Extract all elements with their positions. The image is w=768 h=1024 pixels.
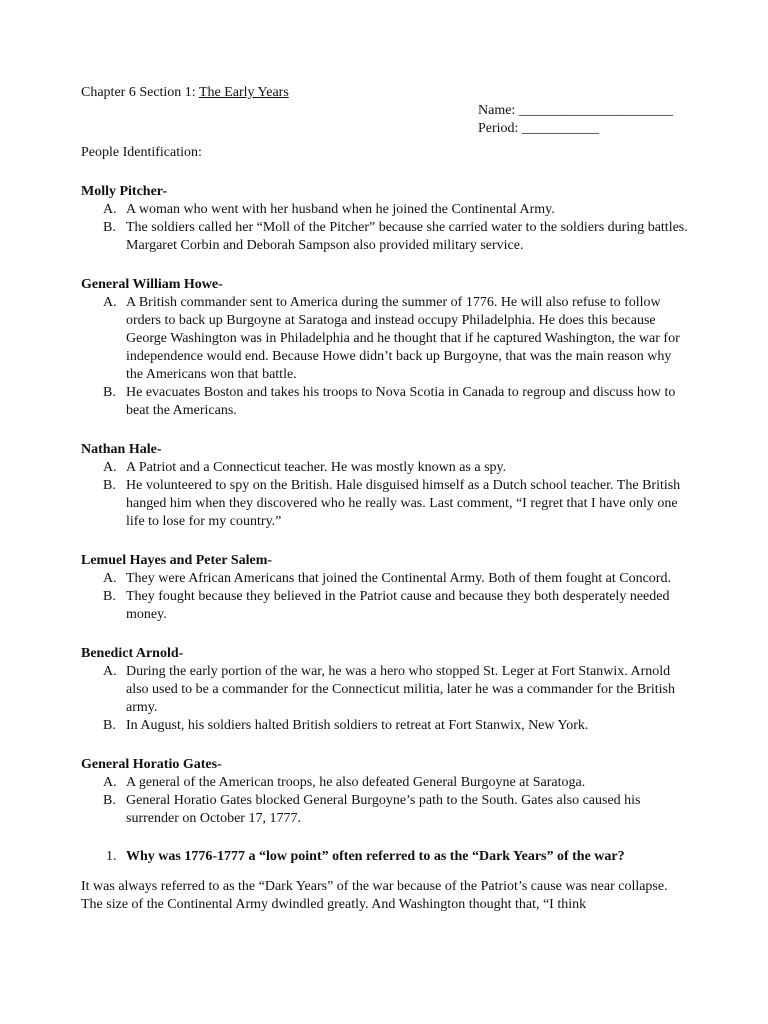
item-text: The soldiers called her “Moll of the Pitcher” because she carried water to the soldiers during battles. Margaret Corbin and Deborah Sampson also provided military service. — [126, 220, 688, 253]
people-identification-label: People Identification: — [81, 145, 202, 160]
item-text: They fought because they believed in the Patriot cause and because they both desperately needed money. — [126, 589, 670, 622]
section-hayes-salem — [81, 552, 691, 624]
item-text: In August, his soldiers halted British soldiers to retreat at Fort Stanwix, New York. — [126, 718, 589, 733]
list-item — [81, 774, 691, 792]
section-heading: General Horatio Gates- — [81, 757, 222, 772]
item-marker: B. — [103, 793, 116, 808]
item-marker: B. — [103, 589, 116, 604]
section-horatio-gates — [81, 756, 691, 828]
item-text: They were African Americans that joined the Continental Army. Both of them fought at Concord. — [126, 571, 671, 586]
question-number: 1. — [106, 849, 117, 864]
period-field: Period: ___________ — [478, 121, 599, 136]
section-heading: Molly Pitcher- — [81, 184, 168, 199]
list-item — [81, 459, 691, 477]
question-1 — [81, 848, 691, 866]
question-text: Why was 1776-1777 a “low point” often referred to as the “Dark Years” of the war? — [126, 849, 625, 864]
item-text: He evacuates Boston and takes his troops to Nova Scotia in Canada to regroup and discuss how to beat the Americans. — [126, 385, 676, 418]
item-marker: A. — [103, 664, 117, 679]
item-list — [81, 459, 691, 531]
item-marker: B. — [103, 718, 116, 733]
item-text: He volunteered to spy on the British. Hale disguised himself as a Dutch school teacher. The British hanged him when they discovered who he really was. Last comment, “I regret that I have only one life to lose for my country.” — [126, 478, 681, 529]
section-molly-pitcher — [81, 183, 691, 255]
item-marker: B. — [103, 385, 116, 400]
list-item — [81, 219, 691, 255]
section-heading: Lemuel Hayes and Peter Salem- — [81, 553, 273, 568]
item-text: General Horatio Gates blocked General Burgoyne’s path to the South. Gates also caused his surrender on October 17, 1777. — [126, 793, 641, 826]
item-text: A woman who went with her husband when he joined the Continental Army. — [126, 202, 555, 217]
item-text: A general of the American troops, he also defeated General Burgoyne at Saratoga. — [126, 775, 586, 790]
item-marker: A. — [103, 202, 117, 217]
section-heading: General William Howe- — [81, 277, 223, 292]
item-marker: A. — [103, 460, 117, 475]
list-item — [81, 717, 691, 735]
list-item — [81, 201, 691, 219]
item-list — [81, 201, 691, 255]
answer-paragraph: It was always referred to as the “Dark Years” of the war because of the Patriot’s cause was near collapse. The size of the Continental Army dwindled greatly. And Washington thought that, “I think — [81, 879, 668, 912]
section-william-howe — [81, 276, 691, 420]
item-list — [81, 570, 691, 624]
list-item — [81, 663, 691, 717]
item-list — [81, 663, 691, 735]
item-text: A Patriot and a Connecticut teacher. He was mostly known as a spy. — [126, 460, 507, 475]
item-text: A British commander sent to America during the summer of 1776. He will also refuse to follow orders to back up Burgoyne at Saratoga and instead occupy Philadelphia. He does this because George Washington was in Philadelphia and he thought that if he captured Washington, the war for independence would end. Because Howe didn’t back up Burgoyne, that was the main reason why the Americans won that battle. — [126, 295, 680, 382]
section-heading: Nathan Hale- — [81, 442, 162, 457]
item-list — [81, 294, 691, 420]
item-text: During the early portion of the war, he was a hero who stopped St. Leger at Fort Stanwix. Arnold also used to be a commander for the Connecticut militia, later he was a commander for the British army. — [126, 664, 675, 715]
section-nathan-hale — [81, 441, 691, 531]
list-item — [81, 792, 691, 828]
document-page — [81, 84, 691, 914]
item-marker: A. — [103, 571, 117, 586]
item-list — [81, 774, 691, 828]
item-marker: A. — [103, 295, 117, 310]
section-benedict-arnold — [81, 645, 691, 735]
list-item — [81, 570, 691, 588]
item-marker: A. — [103, 775, 117, 790]
chapter-title: The Early Years — [198, 85, 289, 100]
item-marker: B. — [103, 478, 116, 493]
chapter-prefix: Chapter 6 Section 1: — [81, 85, 199, 100]
list-item — [81, 588, 691, 624]
section-heading: Benedict Arnold- — [81, 646, 184, 661]
student-info — [478, 102, 698, 138]
list-item — [81, 294, 691, 384]
list-item — [81, 384, 691, 420]
page-title — [81, 84, 691, 102]
item-marker: B. — [103, 220, 116, 235]
list-item — [81, 477, 691, 531]
name-field: Name: ______________________ — [478, 103, 673, 118]
